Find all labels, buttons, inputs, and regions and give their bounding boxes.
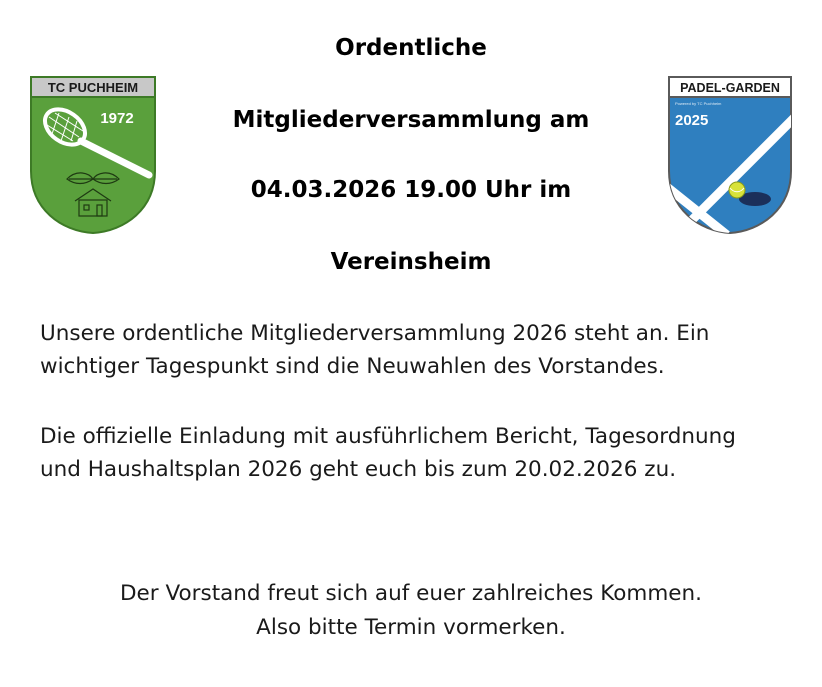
title-line-1: Ordentliche xyxy=(335,35,487,61)
title-line-3: 04.03.2026 19.00 Uhr im xyxy=(250,177,572,203)
tc-puchheim-year: 1972 xyxy=(100,110,134,127)
paragraph-2-line-2: und Haushaltsplan 2026 geht euch bis zum 20.02.2026 zu. xyxy=(40,457,677,482)
tc-puchheim-logo xyxy=(29,75,157,235)
paragraph-1-line-2: wichtiger Tagespunkt sind die Neuwahlen des Vorstandes. xyxy=(40,354,665,379)
padel-garden-logo xyxy=(667,75,793,235)
closing-line-1: Der Vorstand freut sich auf euer zahlreiches Kommen. xyxy=(120,581,702,606)
paragraph-2-line-1: Die offizielle Einladung mit ausführlichem Bericht, Tagesordnung xyxy=(40,424,736,449)
closing-line-2: Also bitte Termin vormerken. xyxy=(256,615,566,640)
paragraph-1-line-1: Unsere ordentliche Mitgliederversammlung 2026 steht an. Ein xyxy=(40,321,710,346)
padel-garden-name: PADEL-GARDEN xyxy=(680,81,780,95)
tc-puchheim-name: TC PUCHHEIM xyxy=(47,80,139,95)
title-line-2: Mitgliederversammlung am xyxy=(232,107,590,133)
padel-garden-subtitle: Powered by TC Puchheim xyxy=(675,101,722,106)
padel-garden-year: 2025 xyxy=(675,112,709,129)
title-line-4: Vereinsheim xyxy=(330,249,492,275)
